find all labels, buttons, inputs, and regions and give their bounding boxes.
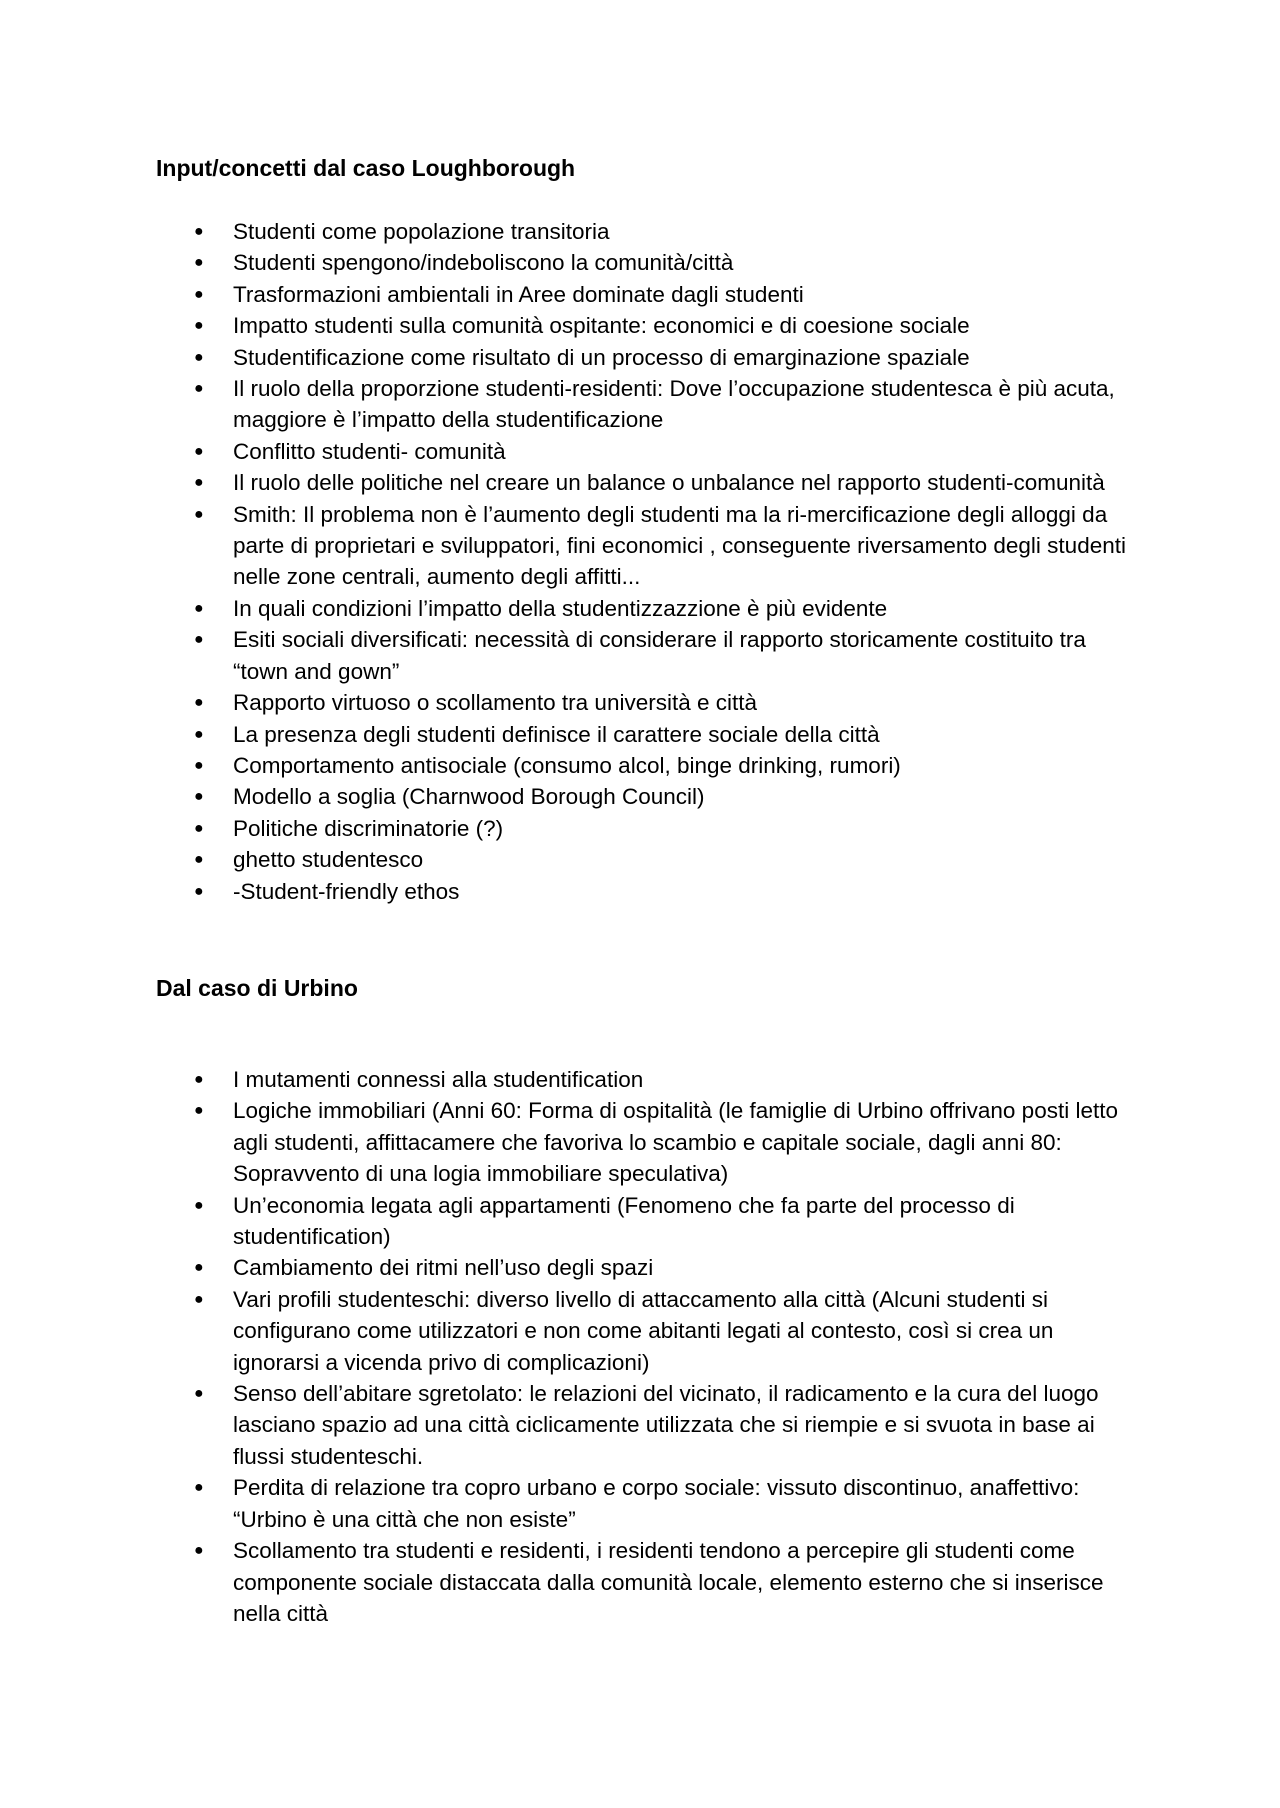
list-item xyxy=(156,216,1136,247)
bullet-icon: ● xyxy=(194,1542,204,1560)
list-item-text: Cambiamento dei ritmi nell’uso degli spazi xyxy=(233,1255,654,1281)
bullet-icon: ● xyxy=(194,1102,204,1120)
section-heading-urbino: Dal caso di Urbino xyxy=(156,975,358,1001)
list-item-text: Perdita di relazione tra copro urbano e corpo sociale: vissuto discontinuo, anaffettivo: “Urbino è una città che non esiste” xyxy=(233,1475,1080,1532)
list-item xyxy=(156,687,1136,718)
list-item-text: Studentificazione come risultato di un processo di emarginazione spaziale xyxy=(233,344,970,370)
list-item xyxy=(156,1095,1136,1189)
list-item xyxy=(156,467,1136,498)
bullet-icon: ● xyxy=(194,1290,204,1308)
list-item-text: Studenti come popolazione transitoria xyxy=(233,219,610,244)
bullet-list-urbino xyxy=(156,1064,1136,1629)
bullet-icon: ● xyxy=(194,380,204,398)
list-item xyxy=(156,279,1136,310)
list-item-text: I mutamenti connessi alla studentification xyxy=(233,1067,644,1092)
bullet-icon: ● xyxy=(194,599,204,617)
list-item-text: Logiche immobiliari (Anni 60: Forma di ospitalità (le famiglie di Urbino offrivano posti letto agli studenti, affittacamere che favoriva lo scambio e capitale sociale, dagli anni 80: Sopravvento di una logia immobiliare speculativa) xyxy=(233,1098,1118,1187)
list-item xyxy=(156,310,1136,341)
list-item-text: Un’economia legata agli appartamenti (Fenomeno che fa parte del processo di studentification) xyxy=(233,1192,1015,1250)
list-item-text: Vari profili studenteschi: diverso livello di attaccamento alla città (Alcuni studenti si configurano come utilizzatori e non come abitanti legati al contesto, così si crea un ignorarsi a vicenda privo di complicazioni) xyxy=(233,1286,1054,1375)
list-item-text: Esiti sociali diversificati: necessità di considerare il rapporto storicamente costituito tra “town and gown” xyxy=(233,627,1086,684)
list-item-text: Conflitto studenti- comunità xyxy=(233,438,506,464)
list-item-text: Il ruolo delle politiche nel creare un balance o unbalance nel rapporto studenti-comunità xyxy=(233,470,1105,496)
bullet-icon: ● xyxy=(194,442,204,460)
bullet-icon: ● xyxy=(194,851,204,869)
bullet-icon: ● xyxy=(194,1071,204,1088)
bullet-icon: ● xyxy=(194,348,204,366)
list-item-text: Scollamento tra studenti e residenti, i residenti tendono a percepire gli studenti come componente sociale distaccata dalla comunità locale, elemento esterno che si inserisce nella città xyxy=(233,1538,1104,1626)
list-item-text: Il ruolo della proporzione studenti-residenti: Dove l’occupazione studentesca è più acuta, maggiore è l’impatto della studentificazione xyxy=(233,376,1115,433)
list-item-text: Studenti spengono/indeboliscono la comunità/città xyxy=(233,250,734,276)
list-item-text: -Student-friendly ethos xyxy=(233,878,460,904)
list-item xyxy=(156,781,1136,812)
list-item xyxy=(156,1064,1136,1095)
list-item xyxy=(156,1190,1136,1253)
bullet-icon: ● xyxy=(194,819,204,837)
bullet-icon: ● xyxy=(194,317,204,335)
list-item xyxy=(156,436,1136,467)
list-item-text: Politiche discriminatorie (?) xyxy=(233,815,504,841)
bullet-icon: ● xyxy=(194,694,204,712)
list-item-text: Senso dell’abitare sgretolato: le relazioni del vicinato, il radicamento e la cura del luogo lasciano spazio ad una città ciclicamente utilizzata che si riempie e si svuota in base ai flussi studenteschi. xyxy=(233,1381,1099,1469)
bullet-icon: ● xyxy=(194,1259,204,1277)
bullet-icon: ● xyxy=(194,223,204,240)
list-item xyxy=(156,1378,1136,1472)
bullet-icon: ● xyxy=(194,474,204,492)
list-item-text: Smith: Il problema non è l’aumento degli studenti ma la ri-mercificazione degli alloggi da parte di proprietari e sviluppatori, fini economici , conseguente riversamento degli studenti nelle zone centrali, aumento degli affitti... xyxy=(233,501,1126,590)
bullet-icon: ● xyxy=(194,1479,204,1497)
list-item xyxy=(156,1284,1136,1378)
list-item xyxy=(156,342,1136,373)
list-item xyxy=(156,1535,1136,1629)
list-item xyxy=(156,373,1136,436)
bullet-icon: ● xyxy=(194,756,204,774)
list-item-text: Comportamento antisociale (consumo alcol, binge drinking, rumori) xyxy=(233,752,901,778)
list-item xyxy=(156,593,1136,624)
bullet-icon: ● xyxy=(194,1196,204,1214)
list-item xyxy=(156,499,1136,593)
list-item xyxy=(156,624,1136,687)
bullet-list-loughborough xyxy=(156,216,1136,907)
list-item-text: La presenza degli studenti definisce il carattere sociale della città xyxy=(233,721,880,747)
bullet-icon: ● xyxy=(194,631,204,649)
list-item-text: ghetto studentesco xyxy=(233,847,424,873)
list-item xyxy=(156,844,1136,875)
bullet-icon: ● xyxy=(194,788,204,806)
list-item xyxy=(156,813,1136,844)
list-item-text: Impatto studenti sulla comunità ospitante: economici e di coesione sociale xyxy=(233,313,970,339)
bullet-icon: ● xyxy=(194,725,204,743)
list-item xyxy=(156,247,1136,278)
list-item xyxy=(156,1252,1136,1283)
bullet-icon: ● xyxy=(194,1385,204,1403)
list-item-text: In quali condizioni l’impatto della studentizzazzione è più evidente xyxy=(233,595,888,621)
bullet-icon: ● xyxy=(194,285,204,303)
list-item xyxy=(156,750,1136,781)
list-item-text: Trasformazioni ambientali in Aree dominate dagli studenti xyxy=(233,281,804,307)
list-item-text: Modello a soglia (Charnwood Borough Council) xyxy=(233,784,705,810)
bullet-icon: ● xyxy=(194,882,204,900)
list-item xyxy=(156,719,1136,750)
section-heading-loughborough: Input/concetti dal caso Loughborough xyxy=(156,155,576,181)
bullet-icon: ● xyxy=(194,254,204,272)
bullet-icon: ● xyxy=(194,505,204,523)
list-item xyxy=(156,876,1136,907)
list-item xyxy=(156,1472,1136,1535)
list-item-text: Rapporto virtuoso o scollamento tra università e città xyxy=(233,690,758,716)
